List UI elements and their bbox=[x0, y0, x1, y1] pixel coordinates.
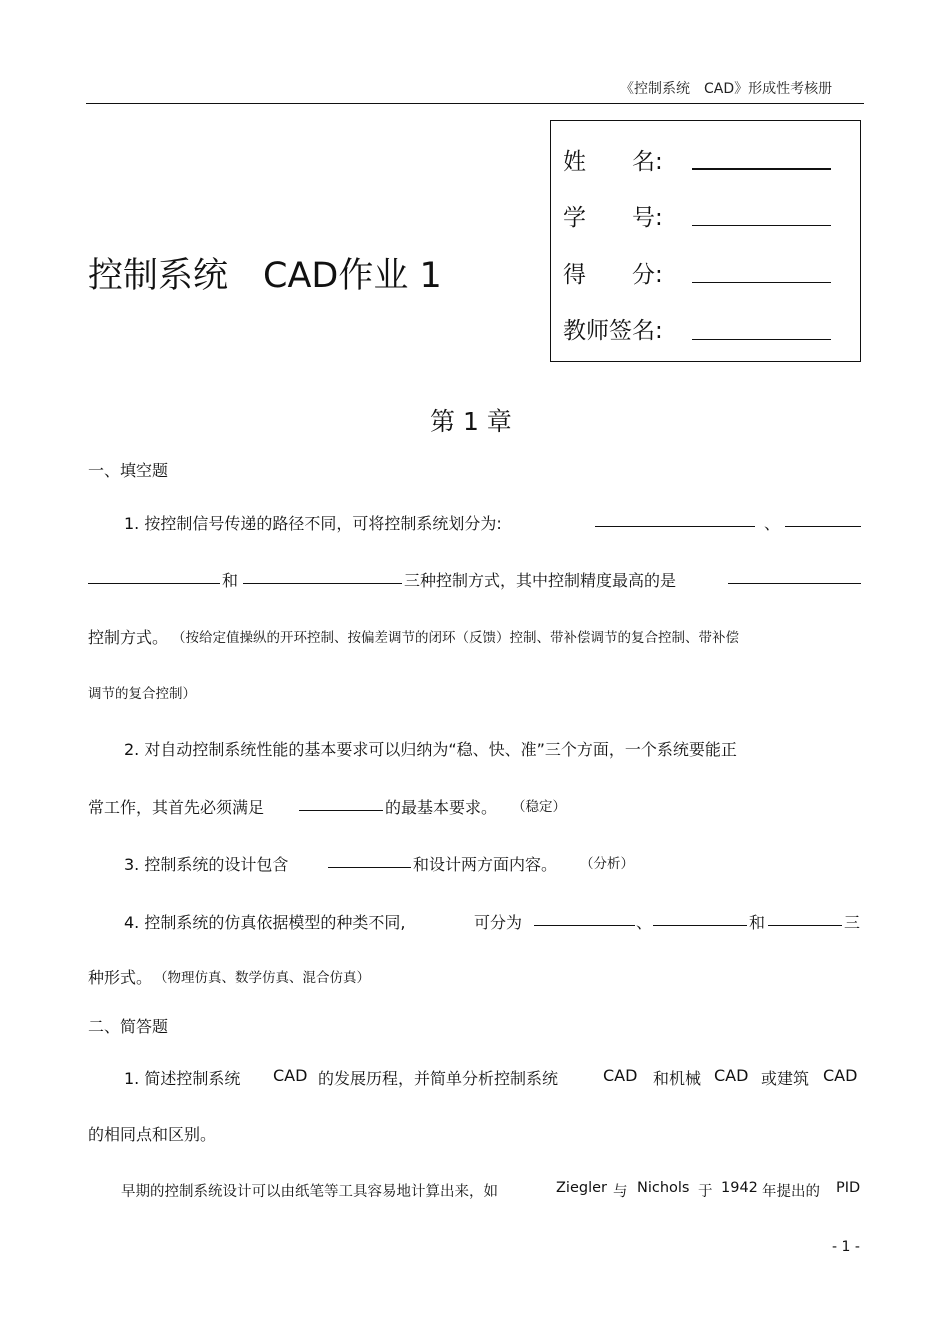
answer-word-and: 与 bbox=[613, 1184, 628, 1200]
s2-q1-part6: CAD bbox=[714, 1066, 749, 1085]
q2-line2-pre: 常工作，其首先必须满足 bbox=[88, 798, 265, 817]
q4-answer: （物理仿真、数学仿真、混合仿真） bbox=[154, 970, 370, 986]
q4-blank-3[interactable] bbox=[768, 909, 842, 926]
q4-line2: 种形式。 bbox=[88, 968, 153, 987]
q2-answer: （稳定） bbox=[512, 799, 566, 815]
student-info-box bbox=[550, 120, 861, 362]
section-fill-blank-heading: 一、填空题 bbox=[88, 461, 169, 480]
name-label: 姓 名: bbox=[563, 149, 663, 175]
s2-q1-part7: 或建筑 bbox=[761, 1069, 810, 1088]
teacher-signature-field[interactable] bbox=[692, 339, 831, 340]
answer-word-proposed: 年提出的 bbox=[762, 1184, 820, 1200]
q1-tail: 三种控制方式，其中控制精度最高的是 bbox=[404, 571, 677, 590]
student-id-label: 学 号: bbox=[563, 205, 663, 231]
q4-separator: 、 bbox=[636, 913, 653, 932]
q4-end: 三 bbox=[844, 913, 861, 932]
answer-word-year: 1942 bbox=[721, 1180, 758, 1196]
q3-pre: 3. 控制系统的设计包含 bbox=[124, 855, 289, 874]
answer-word-nichols: Nichols bbox=[637, 1180, 690, 1196]
q1-continuation: 控制方式。 bbox=[88, 628, 169, 647]
q1-blank-4[interactable] bbox=[243, 567, 402, 584]
s2-q1-line2: 的相同点和区别。 bbox=[88, 1125, 217, 1144]
q3-answer: （分析） bbox=[580, 856, 634, 872]
name-field[interactable] bbox=[692, 168, 831, 170]
s2-q1-part5: 和机械 bbox=[653, 1069, 702, 1088]
q1-blank-1[interactable] bbox=[595, 510, 755, 527]
answer-word-ziegler: Ziegler bbox=[556, 1180, 607, 1196]
s2-q1-part2: CAD bbox=[273, 1066, 308, 1085]
q3-blank[interactable] bbox=[328, 851, 411, 868]
teacher-signature-label: 教师签名: bbox=[563, 318, 663, 344]
q3-post: 和设计两方面内容。 bbox=[413, 855, 558, 874]
score-field[interactable] bbox=[692, 282, 831, 283]
q1-intro: 1. 按控制信号传递的路径不同，可将控制系统划分为: bbox=[124, 514, 502, 533]
q1-blank-3[interactable] bbox=[88, 567, 220, 584]
page-number: - 1 - bbox=[832, 1239, 860, 1255]
q4-blank-1[interactable] bbox=[534, 909, 635, 926]
s2-q1-part3: 的发展历程，并简单分析控制系统 bbox=[318, 1069, 559, 1088]
q1-and: 和 bbox=[222, 571, 239, 590]
s2-q1-part1: 1. 简述控制系统 bbox=[124, 1069, 241, 1088]
q4-and: 和 bbox=[749, 913, 766, 932]
q1-blank-5[interactable] bbox=[728, 567, 861, 584]
q2-line2-post: 的最基本要求。 bbox=[385, 798, 498, 817]
q1-separator: 、 bbox=[764, 514, 781, 533]
s2-q1-part8: CAD bbox=[823, 1066, 858, 1085]
q1-blank-2[interactable] bbox=[785, 510, 861, 527]
q1-answer: （按给定值操纵的开环控制、按偏差调节的闭环（反馈）控制、带补偿调节的复合控制、带补偿 bbox=[172, 630, 739, 646]
answer-word-in: 于 bbox=[698, 1184, 713, 1200]
score-label: 得 分: bbox=[563, 262, 663, 288]
q2-line1: 2. 对自动控制系统性能的基本要求可以归纳为“稳、快、准”三个方面，一个系统要能正 bbox=[124, 740, 737, 759]
q2-blank[interactable] bbox=[299, 794, 383, 811]
q1-answer-cont: 调节的复合控制） bbox=[88, 686, 196, 702]
answer-paragraph-text: 早期的控制系统设计可以由纸笔等工具容易地计算出来，如 bbox=[121, 1184, 498, 1200]
section-short-answer-heading: 二、简答题 bbox=[88, 1017, 169, 1036]
s2-q1-part4: CAD bbox=[603, 1066, 638, 1085]
running-header: 《控制系统 CAD》形成性考核册 bbox=[620, 81, 833, 97]
student-id-field[interactable] bbox=[692, 225, 831, 226]
q4-pre: 4. 控制系统的仿真依据模型的种类不同, bbox=[124, 913, 406, 932]
chapter-heading: 第 1 章 bbox=[430, 407, 512, 436]
page-title: 控制系统 CAD作业 1 bbox=[88, 256, 442, 296]
answer-word-pid: PID bbox=[836, 1180, 861, 1196]
q4-mid: 可分为 bbox=[474, 913, 523, 932]
q4-blank-2[interactable] bbox=[653, 909, 747, 926]
header-rule bbox=[86, 103, 864, 104]
